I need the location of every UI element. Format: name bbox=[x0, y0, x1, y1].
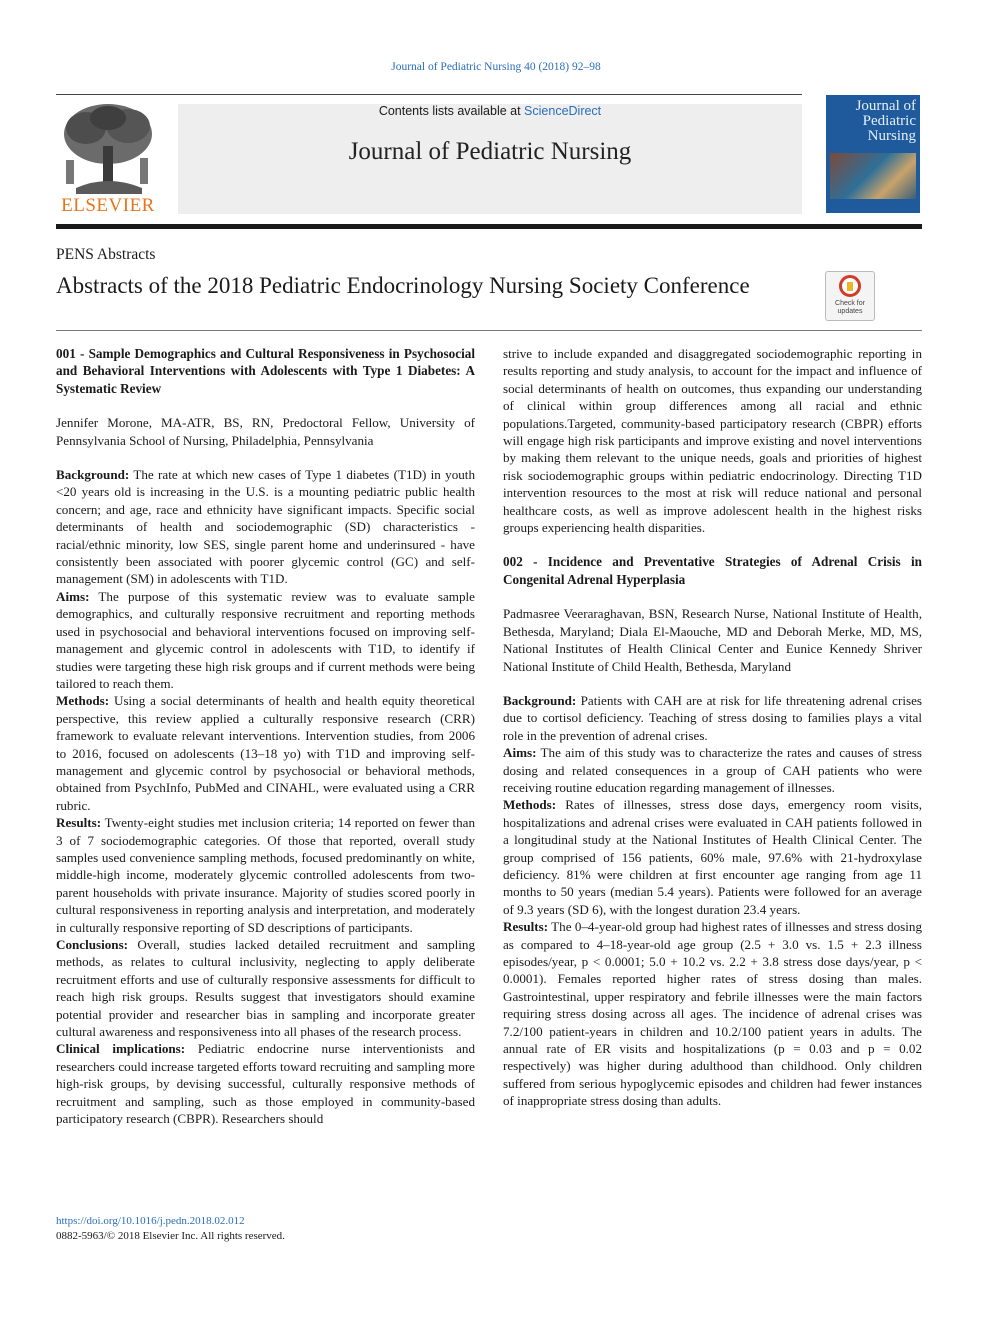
citation-link[interactable]: Journal of Pediatric Nursing 40 (2018) 92–98 bbox=[391, 61, 601, 73]
copyright-line: 0882-5963/© 2018 Elsevier Inc. All rights reserved. bbox=[56, 1230, 285, 1242]
abstract-001-conclusions: Conclusions: Overall, studies lacked detailed recruitment and sampling methods, as relates to cultural inclusivity, neglecting to apply deliberate recruitment efforts and use of culturally responsive assessments for difficult to reach high risk groups. Results suggest that investigators should examine potential provider and researcher bias in sampling and incorporate greater cultural awareness and responsiveness into all phases of the research process. bbox=[56, 937, 475, 1040]
abstract-001-clinical: Clinical implications: Pediatric endocrine nurse interventionists and researchers could increase targeted efforts toward recruiting and sampling more high-risk groups, by devising successful, culturally responsive methods of recruitment and sampling, such as those employed in community-based participatory research (CBPR). Researchers should bbox=[56, 1041, 475, 1127]
abstract-001-background: Background: The rate at which new cases of Type 1 diabetes (T1D) in youth <20 years old is increasing in the U.S. is a mounting pediatric public health concern; and age, race and ethnicity have significant impacts. Specific social determinants of health and sociodemographic (SD) characteristics - racial/ethnic minority, low SES, single parent home and underinsured - have consistently been associated with poorer glycemic control (GC) and self-management (SM) in adolescents with T1D. bbox=[56, 467, 475, 587]
abstract-002-background: Background: Patients with CAH are at risk for life threatening adrenal crises due to cortisol deficiency. Teaching of stress dosing to families plays a vital role in the prevention of adrenal crises. bbox=[503, 692, 922, 743]
section-label: PENS Abstracts bbox=[56, 246, 156, 263]
check-for-updates-button[interactable] bbox=[825, 271, 875, 321]
abstract-002-aims: Aims: The aim of this study was to characterize the rates and causes of stress dosing and related consequences in a group of CAH patients who were receiving routine education regarding management of illnesses. bbox=[503, 745, 922, 795]
cover-title: Journal of Pediatric Nursing bbox=[855, 98, 916, 144]
abstract-001-methods: Methods: Using a social determinants of health and health equity theoretical perspective, this review applied a culturally responsive research (CRR) framework to evaluate relevant interventions. Intervention studies, from 2006 to 2016, focused on adolescents (13–18 yo) with T1D and improving self-management and glycemic control by psychosocial or behavioral methods, obtained from PsychInfo, PubMed and CINAHL, were evaluated using a CRR rubric. bbox=[56, 693, 475, 813]
left-column bbox=[56, 345, 475, 1127]
journal-citation[interactable] bbox=[0, 61, 992, 73]
crossmark-label: Check for updates bbox=[835, 300, 865, 315]
article-title: Abstracts of the 2018 Pediatric Endocrinology Nursing Society Conference bbox=[56, 273, 750, 298]
right-column bbox=[503, 345, 922, 1110]
abstract-002-methods: Methods: Rates of illnesses, stress dose days, emergency room visits, hospitalizations and adrenal crises were evaluated in CAH patients followed in a longitudinal study at the National Institutes of Health Clinical Center. The group comprised of 156 patients, 60% male, 97.6% with 21-hydroxylase deficiency. 81% were children at first encounter age ranging from age 11 months to 50 years (median 5.4 years). Patients were followed for an average of 9.3 years (SD 6), with the longest duration 23.4 years. bbox=[503, 797, 922, 917]
journal-name[interactable]: Journal of Pediatric Nursing bbox=[348, 138, 632, 165]
page-footer bbox=[56, 1214, 285, 1244]
abstract-001-title: 001 - Sample Demographics and Cultural Responsiveness in Psychosocial and Behavioral Interventions with Adolescents with Type 1 Diabetes: A Systematic Review bbox=[56, 346, 475, 396]
abstract-002-results: Results: The 0–4-year-old group had highest rates of illnesses and stress dosing as compared to 4–18-year-old age group (2.5 + 3.0 vs. 1.5 + 2.3 illness episodes/year, p < 0.0001; 5.0 + 10.2 vs. 2.2 + 3.8 stress dose days/year, p < 0.0001). Females reported higher rates of stress dosing than males. Gastrointestinal, upper respiratory and febrile illnesses were the main factors requiring stress dosing across all ages. The incidence of adrenal crises was 7.2/100 patient-years in children and 10.2/100 patient years in adults. The annual rate of ER visits and hospitalizations (p = 0.03 and p = 0.02 respectively) was higher during adulthood than childhood. Only children suffered from serious hypoglycemic episodes and children had fewer instances of inappropriate stress dosing than adults. bbox=[503, 919, 922, 1109]
header-thick-rule bbox=[56, 224, 922, 229]
abstract-002-authors: Padmasree Veeraraghavan, BSN, Research Nurse, National Institute of Health, Bethesda, Maryland; Diala El-Maouche, MD and Deborah Merke, MD, MS, National Institutes of Health Clinical Center and Eunice Kennedy Shriver National Institute of Child Health, Bethesda, Maryland bbox=[503, 606, 922, 674]
title-divider bbox=[56, 330, 922, 331]
contents-available-line: Contents lists available at ScienceDirect bbox=[378, 104, 602, 118]
sciencedirect-link[interactable]: ScienceDirect bbox=[524, 104, 602, 118]
doi-link[interactable]: https://doi.org/10.1016/j.pedn.2018.02.012 bbox=[56, 1215, 245, 1227]
elsevier-logo bbox=[56, 100, 160, 218]
abstract-001-clinical-continued: strive to include expanded and disaggregated sociodemographic reporting in results reporting and study analysis, to account for the impact and influence of social determinants of health on outcomes, thus expanding our understanding of clinical within group differences among all racial and ethnic populations.Targeted, community-based participatory research (CBPR) efforts will engage high risk participants and improve existing and novel interventions by making them relevant to the unique needs, goals and priorities of highest risk sociodemographic groups within pediatric endocrinology. Directing T1D intervention resources to the most at risk will reduce national and personal healthcare costs, as well as improve adolescent health in the highest risks groups experiencing health disparities. bbox=[503, 346, 922, 536]
abstract-002-title: 002 - Incidence and Preventative Strategies of Adrenal Crisis in Congenital Adrenal Hyperplasia bbox=[503, 554, 922, 587]
elsevier-tree-icon bbox=[56, 100, 160, 196]
header-divider bbox=[56, 94, 802, 95]
elsevier-wordmark: ELSEVIER bbox=[61, 195, 155, 216]
abstract-001-aims: Aims: The purpose of this systematic review was to evaluate sample demographics, and culturally responsive recruitment and reporting methods used in psychosocial and behavioral interventions focused on improving self-management and glycemic control in adolescents with T1D, to identify if studies were targeting these high risk groups and if current methods were being tailored to reach them. bbox=[56, 588, 475, 691]
cover-photo bbox=[830, 153, 916, 199]
crossmark-icon bbox=[839, 275, 861, 297]
journal-cover-thumbnail[interactable] bbox=[826, 95, 920, 213]
abstract-001-authors: Jennifer Morone, MA-ATR, BS, RN, Predoctoral Fellow, University of Pennsylvania School of Nursing, Philadelphia, Pennsylvania bbox=[56, 415, 475, 448]
abstract-001-results: Results: Twenty-eight studies met inclusion criteria; 14 reported on fewer than 3 of 7 sociodemographic categories. Of those that reported, overall study samples used convenience sampling methods, focused predominantly on white, middle-high income, moderately glycemic controlled adolescents from two-parent households with private insurance. Majority of studies scored poorly in cultural responsiveness in reporting analysis and interpretation, and moderately in culturally responsive reporting of SD descriptions of participants. bbox=[56, 815, 475, 935]
